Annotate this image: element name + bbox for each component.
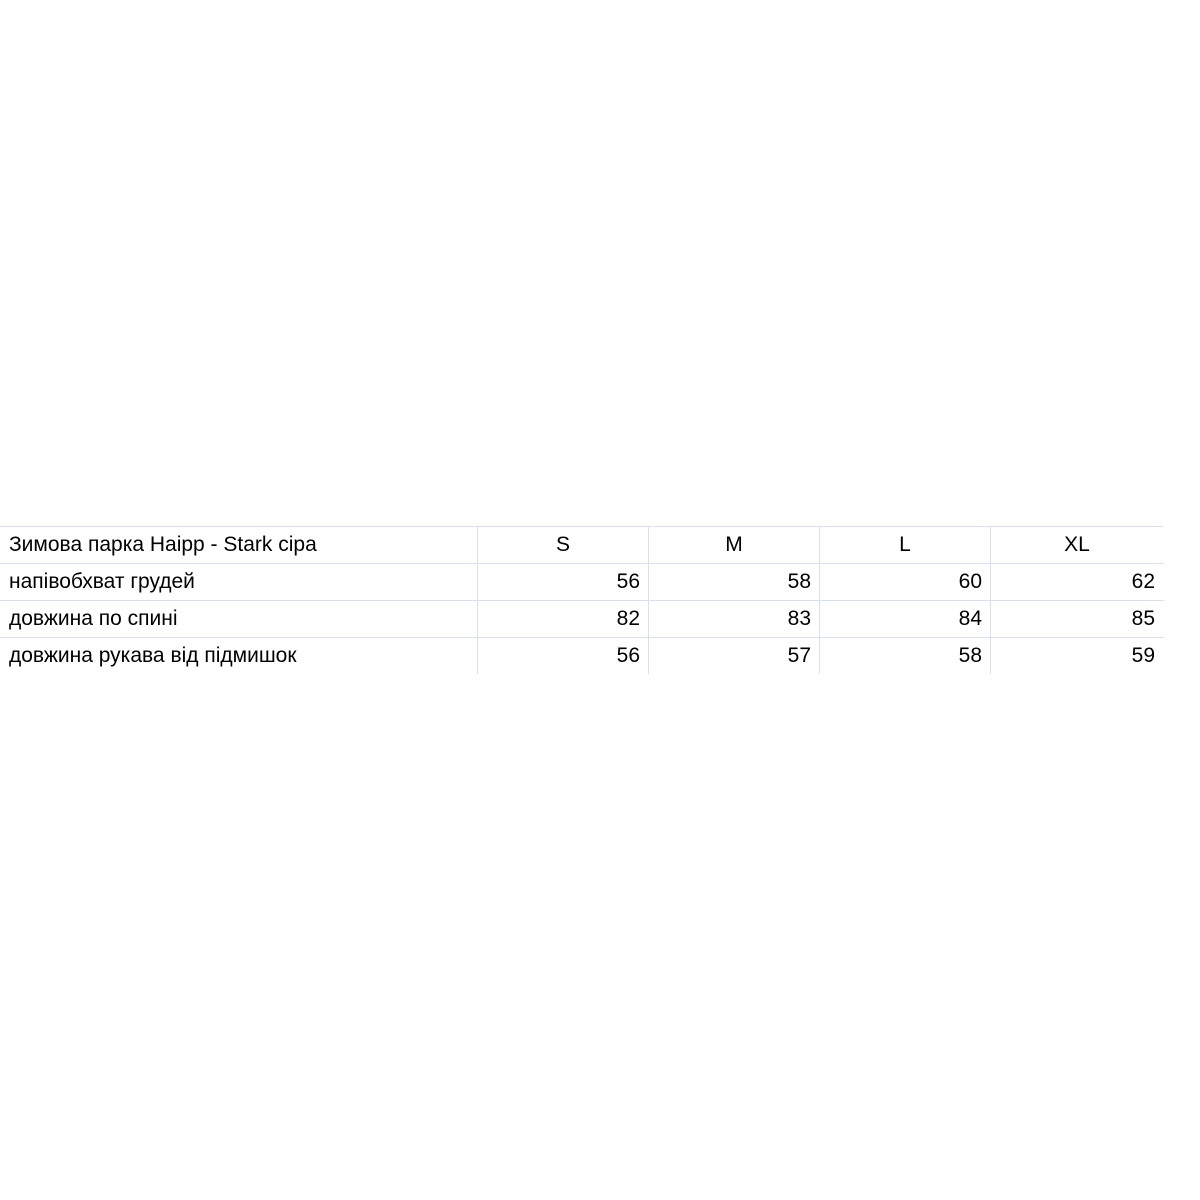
column-header-size-m: M (649, 527, 820, 564)
table-row (1, 638, 1164, 675)
row-label-chest-half-girth: напівобхват грудей (1, 564, 478, 601)
cell-chest-xl: 62 (991, 564, 1164, 601)
cell-back-length-l: 84 (820, 601, 991, 638)
cell-chest-l: 60 (820, 564, 991, 601)
row-label-back-length: довжина по спині (1, 601, 478, 638)
column-header-size-l: L (820, 527, 991, 564)
cell-sleeve-m: 57 (649, 638, 820, 675)
product-title-cell: Зимова парка Haipp - Stark сіра (1, 527, 478, 564)
table-header-row (1, 527, 1164, 564)
cell-sleeve-xl: 59 (991, 638, 1164, 675)
table-row (1, 564, 1164, 601)
size-chart-container (0, 526, 1163, 675)
row-label-sleeve-length: довжина рукава від підмишок (1, 638, 478, 675)
cell-sleeve-s: 56 (478, 638, 649, 675)
size-chart-table (0, 526, 1164, 675)
column-header-size-s: S (478, 527, 649, 564)
table-row (1, 601, 1164, 638)
cell-back-length-m: 83 (649, 601, 820, 638)
column-header-size-xl: XL (991, 527, 1164, 564)
cell-back-length-s: 82 (478, 601, 649, 638)
cell-chest-s: 56 (478, 564, 649, 601)
cell-sleeve-l: 58 (820, 638, 991, 675)
cell-chest-m: 58 (649, 564, 820, 601)
cell-back-length-xl: 85 (991, 601, 1164, 638)
